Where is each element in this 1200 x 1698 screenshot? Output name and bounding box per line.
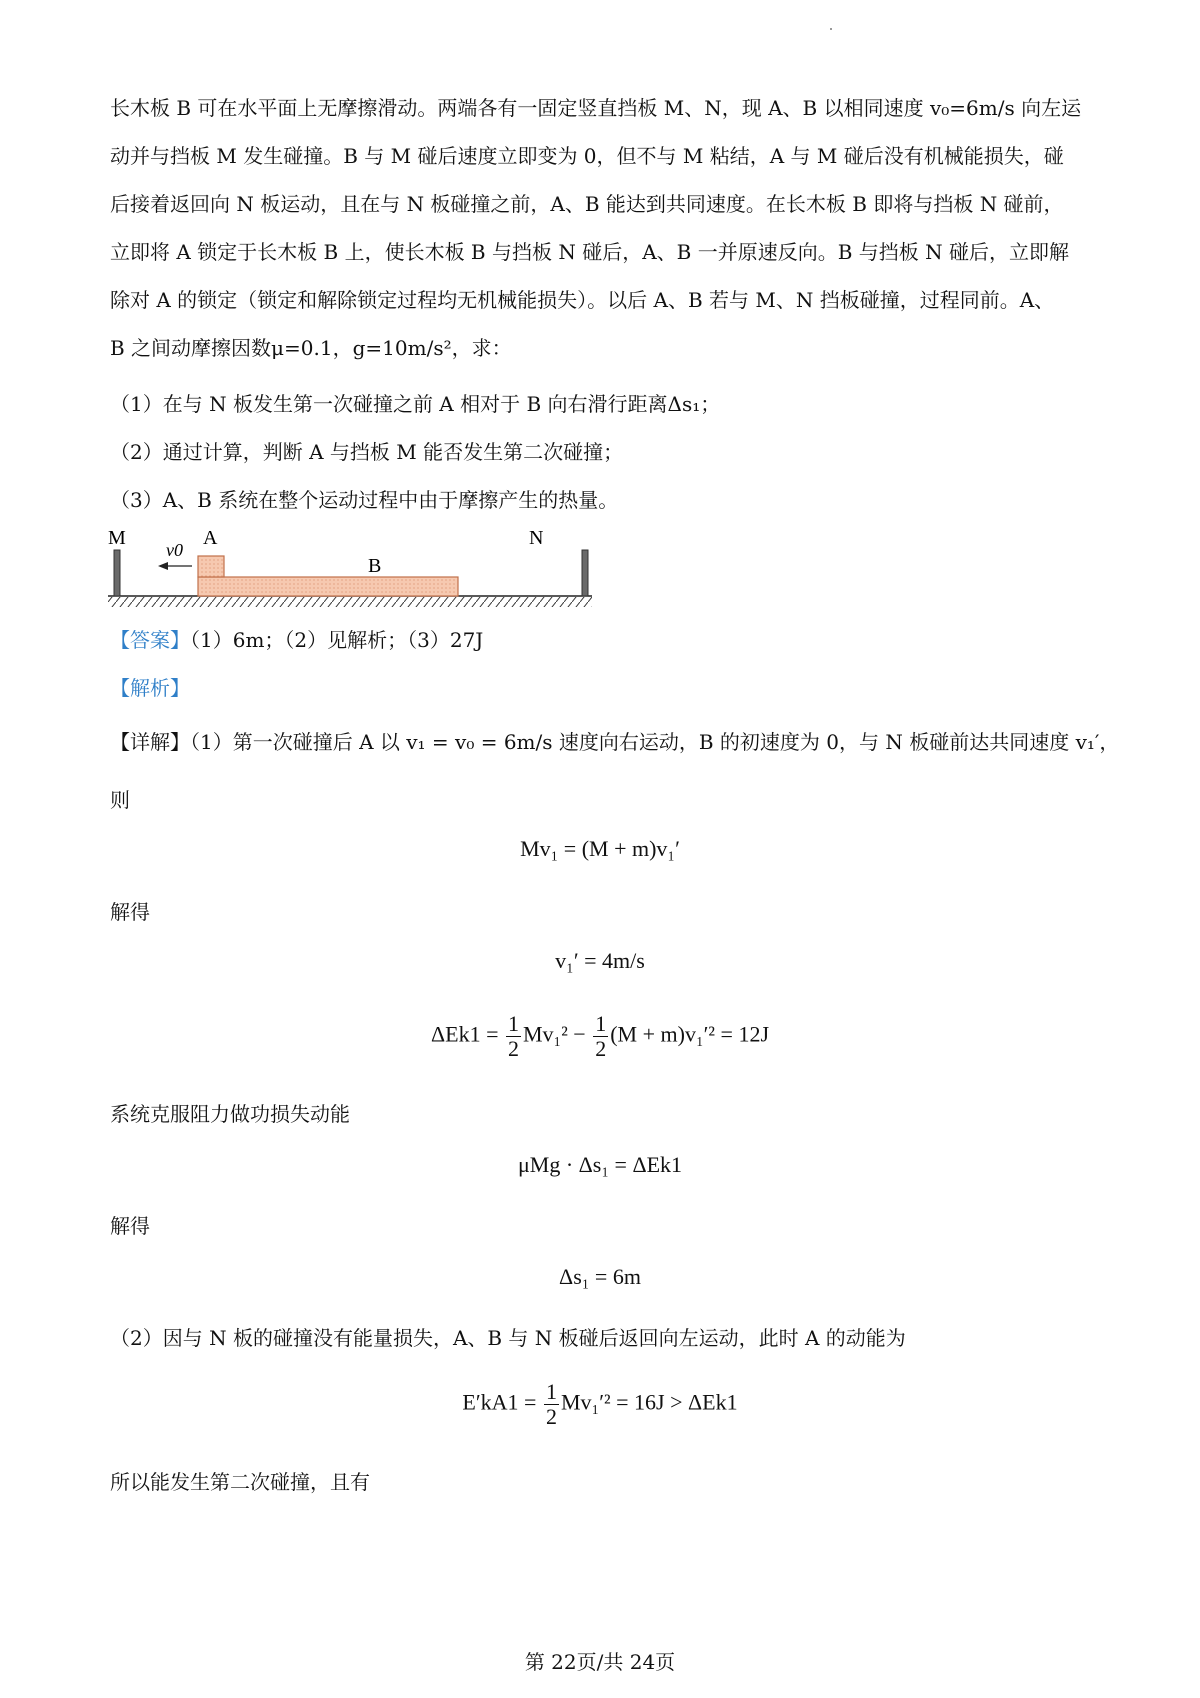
equation-kinetic-energy-a (0, 1380, 1200, 1429)
answer-tag: 【答案】 (110, 628, 190, 652)
part-2-text: （2）因与 N 板的碰撞没有能量损失，A、B 与 N 板碰后返回向左运动，此时 A 的动能为 (110, 1326, 906, 1350)
analysis-tag: 【解析】 (110, 676, 190, 700)
figure-svg (108, 522, 608, 612)
detail-then: 则 (110, 788, 130, 812)
detail-intro (110, 726, 1119, 755)
label-v0: v0 (166, 540, 183, 560)
fraction-half: $\frac{1}{2}$ (595, 1011, 607, 1062)
eq3-mid2: (M + m)v₁′² = 12J (610, 1021, 769, 1047)
problem-line: 后接着返回向 N 板运动，且在与 N 板碰撞之前，A、B 能达到共同速度。在长木板 B 即将与挡板 N 碰前， (110, 192, 1064, 216)
eq3-left: ΔEk1 = (430, 1021, 499, 1047)
equation-displacement: Δs₁ = 6m (559, 1264, 641, 1289)
solve-label-2: 解得 (110, 1214, 150, 1238)
problem-statement (110, 84, 1100, 372)
arrow-head-icon (158, 562, 168, 570)
page-footer: 第 22页/共 24页 (524, 1650, 676, 1674)
eq6-left: E′kA1 = (462, 1389, 537, 1415)
wall-m (114, 550, 120, 596)
label-m: M (108, 527, 126, 549)
label-b: B (368, 555, 382, 577)
fraction-half: $\frac{1}{2}$ (545, 1379, 557, 1430)
block-a (198, 556, 224, 577)
fraction-half: $\frac{1}{2}$ (507, 1011, 519, 1062)
detail-tag: 【详解】 (110, 730, 190, 754)
label-n: N (529, 527, 544, 549)
work-text: 系统克服阻力做功损失动能 (110, 1102, 350, 1126)
problem-line: 长木板 B 可在水平面上无摩擦滑动。两端各有一固定竖直挡板 M、N，现 A、B 以相同速度 v₀=6m/s 向左运 (110, 96, 1082, 120)
eq6-right: Mv₁′² = 16J > ΔEk1 (560, 1389, 738, 1415)
answer-text: （1）6m；（2）见解析；（3）27J (190, 628, 484, 652)
question-2: （2）通过计算，判断 A 与挡板 M 能否发生第二次碰撞； (110, 440, 624, 464)
problem-line: 立即将 A 锁定于长木板 B 上，使长木板 B 与挡板 N 碰后，A、B 一并原速反向。B 与挡板 N 碰后，立即解 (110, 240, 1069, 264)
conclusion-text: 所以能发生第二次碰撞，且有 (110, 1470, 370, 1494)
problem-line: 除对 A 的锁定（锁定和解除锁定过程均无机械能损失）。以后 A、B 若与 M、N 挡板碰撞，过程同前。A、 (110, 288, 1055, 312)
scan-dot (830, 28, 832, 30)
solve-label-1: 解得 (110, 900, 150, 924)
equation-friction-work: μMg · Δs₁ = ΔEk1 (517, 1152, 683, 1177)
problem-line: 动并与挡板 M 发生碰撞。B 与 M 碰后速度立即变为 0，但不与 M 粘结，A 与 M 碰后没有机械能损失，碰 (110, 144, 1064, 168)
question-1: （1）在与 N 板发生第一次碰撞之前 A 相对于 B 向右滑行距离Δs₁； (110, 392, 721, 416)
detail-intro-text: （1）第一次碰撞后 A 以 v₁ = v₀ = 6m/s 速度向右运动，B 的初速度为 0，与 N 板碰前达共同速度 v₁′， (190, 730, 1120, 754)
equation-common-velocity: v₁′ = 4m/s (555, 948, 645, 973)
question-3: （3）A、B 系统在整个运动过程中由于摩擦产生的热量。 (110, 488, 619, 512)
label-a: A (203, 527, 218, 549)
problem-line: B 之间动摩擦因数μ=0.1，g=10m/s²，求： (110, 336, 512, 360)
wall-n (582, 550, 588, 596)
ground-hatch (108, 597, 592, 607)
board-b (198, 577, 458, 596)
equation-momentum: Mv₁ = (M + m)v₁′ (520, 836, 680, 861)
answer-line (110, 624, 483, 653)
eq3-mid1: Mv₁² − (522, 1021, 586, 1047)
equation-energy-loss (0, 1012, 1200, 1061)
physics-figure (108, 522, 608, 616)
